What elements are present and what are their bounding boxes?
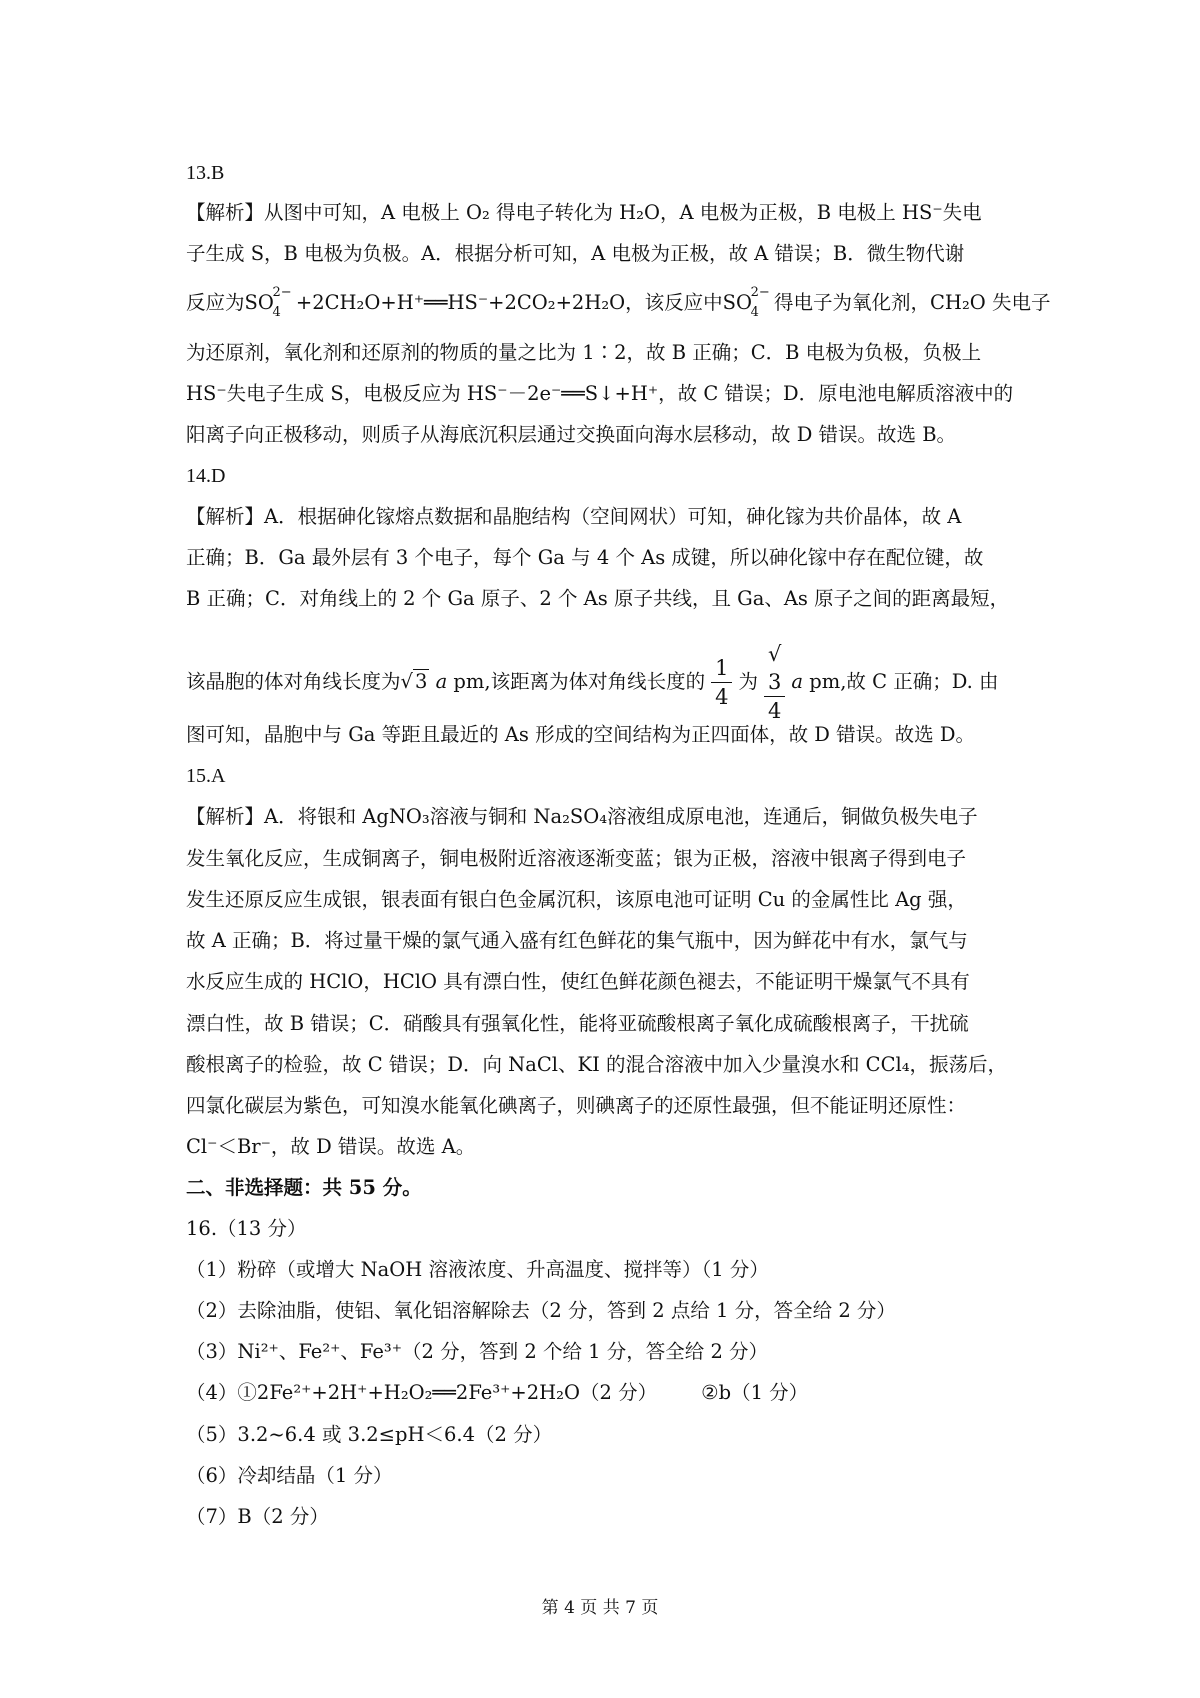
q15-line-7: 酸根离子的检验，故 C 错误；D．向 NaCl、KI 的混合溶液中加入少量溴水和 CCl₄，振荡后， [186,1053,1008,1076]
q15-line-9: Cl⁻＜Br⁻，故 D 错误。故选 A。 [186,1135,476,1158]
q14-line-3: B 正确；C．对角线上的 2 个 Ga 原子、2 个 As 原子共线，且 Ga、As 原子之间的距离最短， [186,587,1010,610]
q16-title: 16.（13 分） [186,1217,307,1240]
q13-line-1: 【解析】从图中可知，A 电极上 O₂ 得电子转化为 H₂O，A 电极为正极，B 电极上 HS⁻失电 [186,201,982,224]
q15-line-8: 四氯化碳层为紫色，可知溴水能氧化碘离子，则碘离子的还原性最强，但不能证明还原性： [186,1094,967,1117]
q14-line-1: 【解析】A．根据砷化镓熔点数据和晶胞结构（空间网状）可知，砷化镓为共价晶体，故 A [186,505,962,528]
fraction-sqrt3-quarter: √ 3 4 [764,640,785,725]
q15-line-2: 发生氧化反应，生成铜离子，铜电极附近溶液逐渐变蓝；银为正极，溶液中银离子得到电子 [186,847,967,870]
q16-answer-6: （6）冷却结晶（1 分） [186,1464,393,1487]
q15-line-3: 发生还原反应生成银，银表面有银白色金属沉积，该原电池可证明 Cu 的金属性比 Ag 强， [186,888,967,911]
q13-line-3-part-a: 反应为 [186,291,245,314]
q14-line-4-part-a: 该晶胞的体对角线长度为 [186,670,401,693]
q14-line-4 [186,640,999,725]
q13-line-3-part-c: 得电子为氧化剂，CH₂O 失电子 [774,291,1051,314]
q14-line-4-part-d: 为 [738,670,758,693]
sulfate-ion: SO 2− 4 [722,285,770,320]
q16-answer-4-part-2: ②b（1 分） [701,1381,809,1404]
q15-title: 15.A [186,765,226,787]
q13-title: 13.B [186,162,225,184]
sqrt-3: √ 3 [400,670,428,693]
variable-a: a [791,670,804,693]
page-number: 第 4 页 共 7 页 [541,1598,659,1618]
q14-title: 14.D [186,465,226,487]
q16-answer-1: （1）粉碎（或增大 NaOH 溶液浓度、升高温度、搅拌等）（1 分） [186,1258,769,1281]
q15-line-4: 故 A 正确；B．将过量干燥的氯气通入盛有红色鲜花的集气瓶中，因为鲜花中有水，氯气与 [186,929,968,952]
q13-line-5: HS⁻失电子生成 S，电极反应为 HS⁻－2e⁻══S↓+H⁺，故 C 错误；D．原电池电解质溶液中的 [186,382,1014,405]
q15-line-1: 【解析】A．将银和 AgNO₃溶液与铜和 Na₂SO₄溶液组成原电池，连通后，铜做负极失电子 [186,805,978,828]
variable-a: a [435,670,448,693]
q13-line-6: 阳离子向正极移动，则质子从海底沉积层通过交换面向海水层移动，故 D 错误。故选 B。 [186,423,957,446]
section-heading: 二、非选择题：共 55 分。 [186,1176,422,1199]
q15-line-6: 漂白性，故 B 错误；C．硝酸具有强氧化性，能将亚硫酸根离子氧化成硫酸根离子，干扰硫 [186,1012,969,1035]
fraction-one-quarter: $\frac{1}{4}$ [711,654,732,711]
q15-line-5: 水反应生成的 HClO，HClO 具有漂白性，使红色鲜花颜色褪去，不能证明干燥氯气不具有 [186,970,970,993]
q16-answer-4 [186,1381,808,1405]
q16-answer-7: （7）B（2 分） [186,1505,329,1528]
q16-answer-4-part-1: （4）①2Fe²⁺+2H⁺+H₂O₂══2Fe³⁺+2H₂O（2 分） [186,1381,658,1404]
q16-answer-2: （2）去除油脂，使铝、氧化铝溶解除去（2 分，答到 2 点给 1 分，答全给 2 分） [186,1299,896,1322]
q13-line-3 [186,285,1051,320]
q16-answer-5: （5）3.2~6.4 或 3.2≤pH＜6.4（2 分） [186,1423,553,1446]
q13-line-3-part-b: +2CH₂O+H⁺══HS⁻+2CO₂+2H₂O，该反应中 [295,291,723,314]
q13-line-2: 子生成 S，B 电极为负极。A．根据分析可知，A 电极为正极，故 A 错误；B．微生物代谢 [186,242,965,265]
q14-line-4-part-c: pm,该距离为体对角线长度的 [453,670,706,693]
q16-answer-3: （3）Ni²⁺、Fe²⁺、Fe³⁺（2 分，答到 2 个给 1 分，答全给 2 分） [186,1340,769,1363]
sqrt-3: √ 3 [764,640,785,697]
q14-line-5: 图可知，晶胞中与 Ga 等距且最近的 As 形成的空间结构为正四面体，故 D 错误。故选 D。 [186,723,975,746]
q14-line-2: 正确；B．Ga 最外层有 3 个电子，每个 Ga 与 4 个 As 成键，所以砷化镓中存在配位键，故 [186,546,984,569]
q14-line-4-part-e: pm,故 C 正确；D. 由 [809,670,999,693]
sulfate-ion: SO 2− 4 [244,285,292,320]
q13-line-4: 为还原剂，氧化剂和还原剂的物质的量之比为 1∶2，故 B 正确；C．B 电极为负极，负极上 [186,341,982,364]
